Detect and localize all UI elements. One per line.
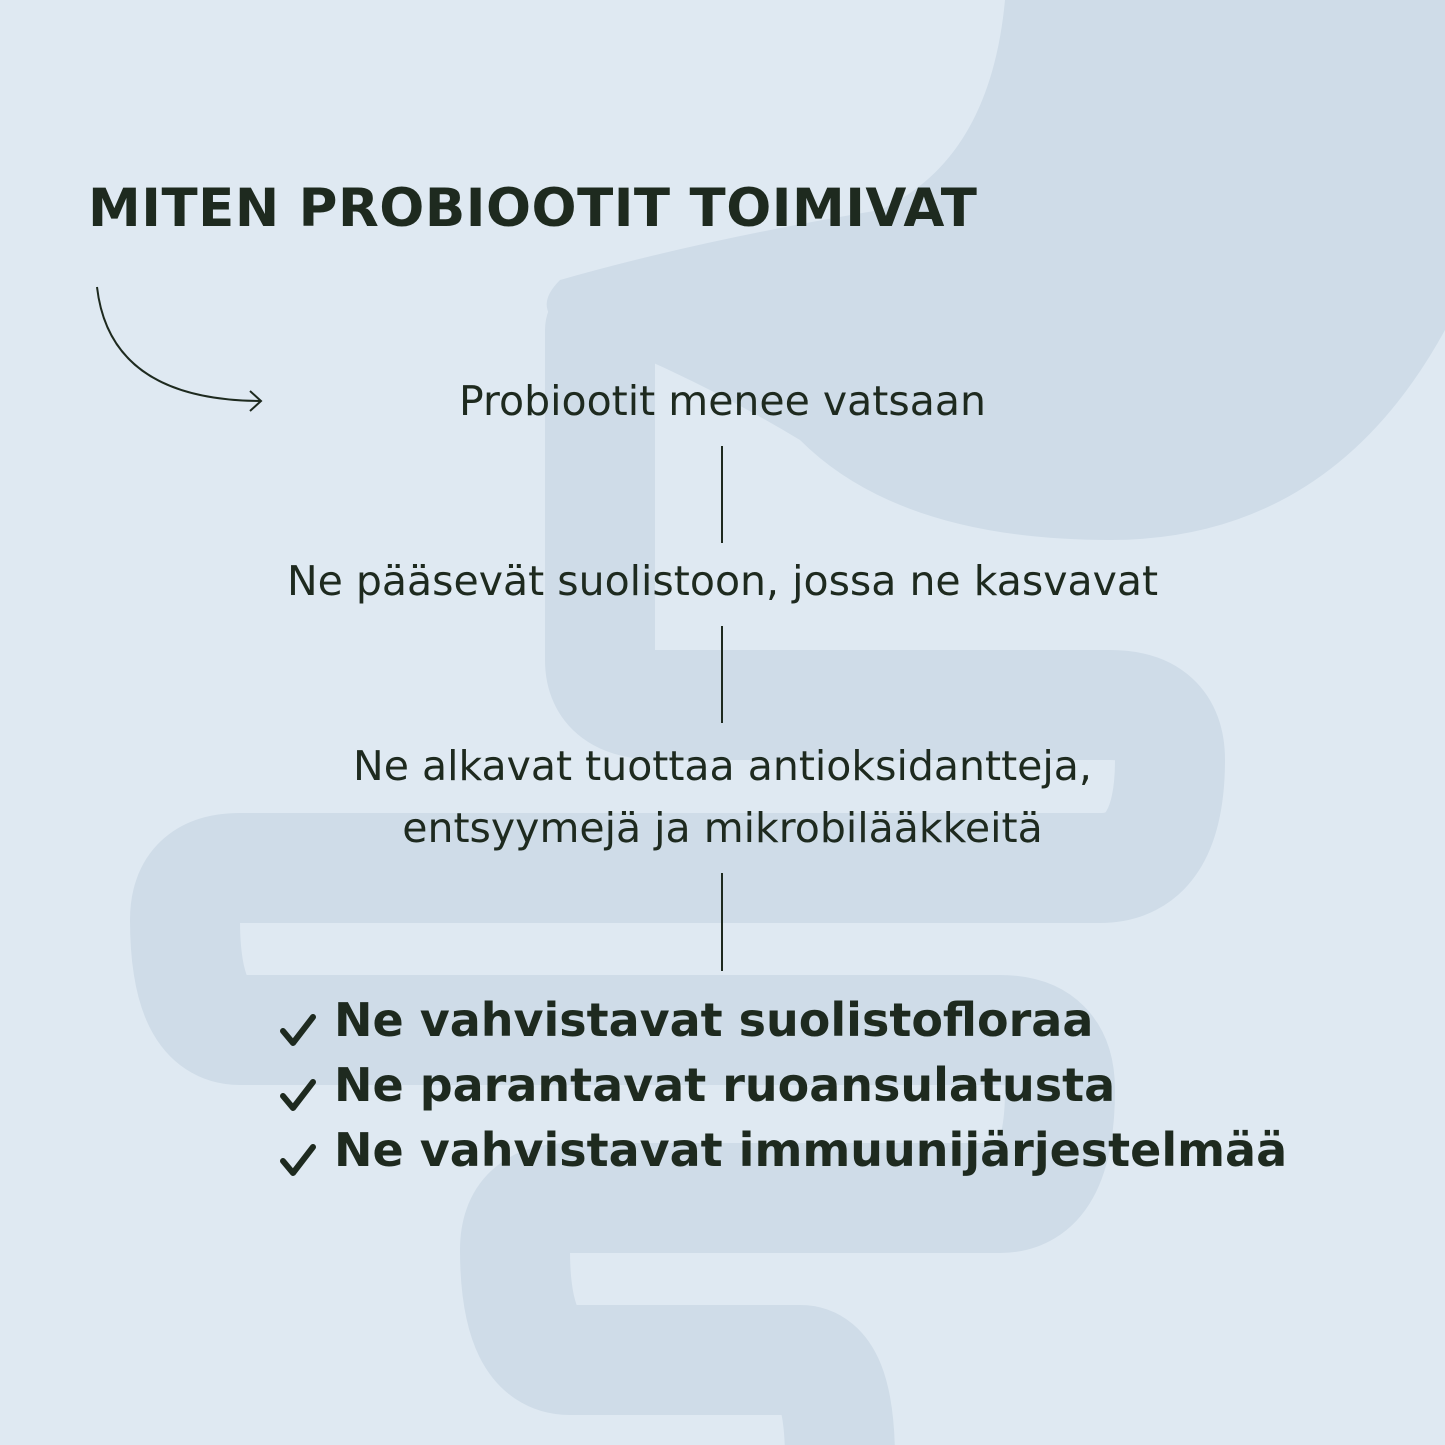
connector-line bbox=[721, 446, 723, 543]
connector-line bbox=[721, 873, 723, 971]
step-text: entsyymejä ja mikrobilääkkeitä bbox=[402, 804, 1043, 852]
benefit-text: Ne vahvistavat suolistofloraa bbox=[334, 993, 1094, 1047]
step-1 bbox=[0, 370, 1445, 432]
benefits-list bbox=[278, 988, 1287, 1183]
step-text: Ne pääsevät suolistoon, jossa ne kasvavat bbox=[286, 557, 1159, 605]
benefit-text: Ne parantavat ruoansulatusta bbox=[334, 1058, 1116, 1112]
benefit-item bbox=[278, 988, 1287, 1053]
checkmark-icon bbox=[278, 1139, 318, 1179]
benefit-item bbox=[278, 1118, 1287, 1183]
step-2 bbox=[0, 550, 1445, 612]
connector-line bbox=[721, 626, 723, 723]
step-text: Probiootit menee vatsaan bbox=[459, 377, 986, 425]
step-text: Ne alkavat tuottaa antioksidantteja, bbox=[353, 742, 1092, 790]
checkmark-icon bbox=[278, 1009, 318, 1049]
stomach-shape bbox=[547, 0, 1445, 540]
benefit-text: Ne vahvistavat immuunijärjestelmää bbox=[334, 1123, 1288, 1177]
benefit-item bbox=[278, 1053, 1287, 1118]
checkmark-icon bbox=[278, 1074, 318, 1114]
page-title: MITEN PROBIOOTIT TOIMIVAT bbox=[88, 178, 978, 239]
step-3 bbox=[0, 735, 1445, 859]
